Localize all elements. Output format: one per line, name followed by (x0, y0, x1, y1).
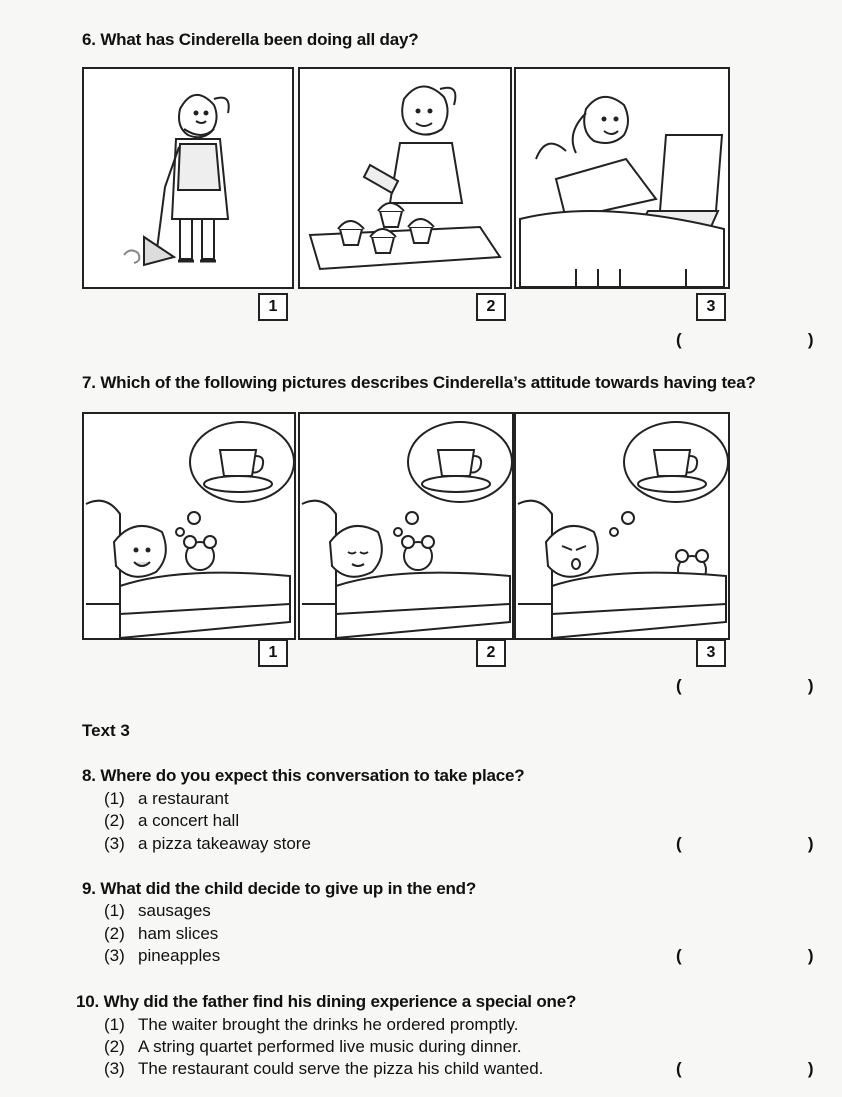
question-6-title (82, 30, 418, 50)
picture-upset-tea (514, 412, 730, 640)
picture-6-label-1: 1 (258, 293, 288, 321)
question-8-number: 8. (82, 766, 96, 785)
picture-calm-tea (298, 412, 514, 640)
picture-6-label-3: 3 (696, 293, 726, 321)
happy-girl-illustration (84, 414, 294, 638)
question-7-number: 7. (82, 373, 96, 392)
question-10-option-2[interactable]: (2) A string quartet performed live music during dinner. (104, 1037, 522, 1056)
question-10-text: Why did the father find his dining experience a special one? (103, 992, 577, 1011)
question-7-text: Which of the following pictures describes Cinderella’s attitude towards having tea? (100, 373, 756, 392)
picture-baking (298, 67, 512, 289)
question-10-title (76, 992, 576, 1012)
laptop-girl-illustration (516, 69, 728, 287)
question-7-answer-blank[interactable]: ( ) (676, 676, 842, 695)
baking-girl-illustration (300, 69, 510, 287)
calm-girl-illustration (300, 414, 512, 638)
question-8-option-3[interactable]: (3) a pizza takeaway store (104, 834, 311, 853)
question-9-option-1[interactable]: (1) sausages (104, 901, 211, 920)
question-9-option-2[interactable]: (2) ham slices (104, 924, 219, 943)
picture-7-label-1: 1 (258, 639, 288, 667)
question-6-number: 6. (82, 30, 96, 49)
picture-6-label-2: 2 (476, 293, 506, 321)
question-10-option-3[interactable]: (3) The restaurant could serve the pizza his child wanted. (104, 1059, 544, 1078)
question-8-option-2[interactable]: (2) a concert hall (104, 811, 240, 830)
question-9-title (82, 879, 476, 899)
question-8-title (82, 766, 524, 786)
question-6-answer-blank[interactable]: ( ) (676, 330, 842, 349)
question-9-number: 9. (82, 879, 96, 898)
question-9-option-3[interactable]: (3) pineapples (104, 946, 221, 965)
picture-sweeping (82, 67, 294, 289)
picture-laptop (514, 67, 730, 289)
question-10-answer-blank[interactable]: ( ) (676, 1059, 842, 1078)
section-heading-text-3: Text 3 (82, 721, 130, 740)
question-10-option-1[interactable]: (1) The waiter brought the drinks he ordered promptly. (104, 1015, 519, 1034)
question-8-option-1[interactable]: (1) a restaurant (104, 789, 229, 808)
question-9-answer-blank[interactable]: ( ) (676, 946, 842, 965)
picture-7-label-2: 2 (476, 639, 506, 667)
question-7-title (82, 373, 756, 393)
question-9-text: What did the child decide to give up in the end? (100, 879, 477, 898)
question-10-number: 10. (76, 992, 100, 1011)
question-8-answer-blank[interactable]: ( ) (676, 834, 842, 853)
upset-girl-illustration (516, 414, 728, 638)
question-6-text: What has Cinderella been doing all day? (100, 30, 419, 49)
sweeping-girl-illustration (84, 69, 292, 287)
picture-7-label-3: 3 (696, 639, 726, 667)
question-8-text: Where do you expect this conversation to take place? (100, 766, 525, 785)
picture-happy-tea (82, 412, 296, 640)
